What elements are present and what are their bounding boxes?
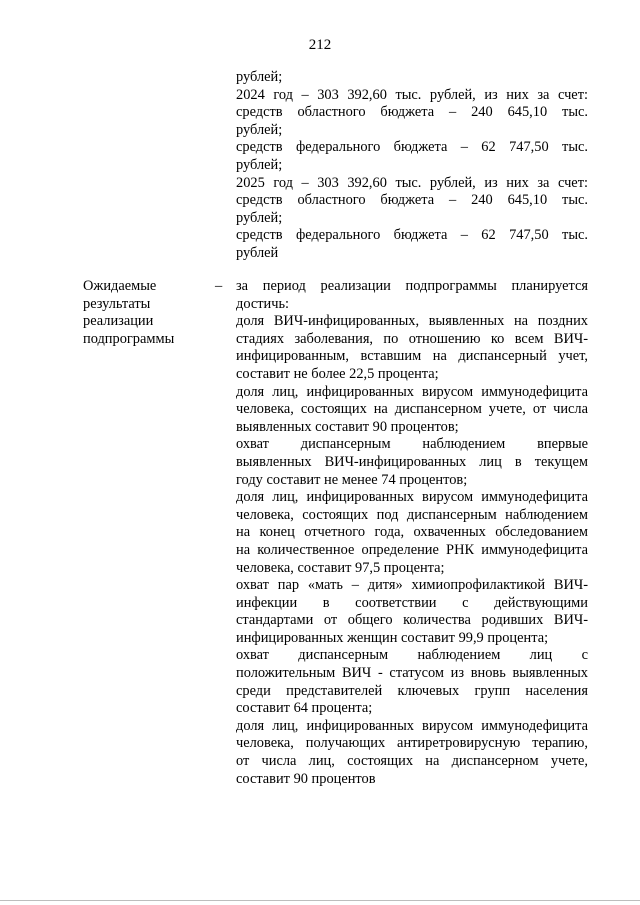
text-line: средств федерального бюджета – 62 747,50 тыс.: [236, 139, 588, 156]
label-dash: –: [215, 278, 223, 294]
text-line: от числа лиц, состоящих на диспансерном учете,: [236, 753, 588, 770]
page-bottom-rule: [0, 900, 640, 901]
text-line: за период реализации подпрограммы планируется: [236, 278, 588, 294]
text-line: доля ВИЧ-инфицированных, выявленных на поздних: [236, 313, 588, 330]
text-line: инфицированным, вставшим на диспансерный учет,: [236, 348, 588, 365]
text-line: человека, состоящих под диспансерным наблюдением: [236, 506, 588, 523]
text-line: составит 64 процента;: [236, 700, 373, 717]
text-line: рублей;: [236, 209, 283, 226]
label-line: подпрограммы: [83, 330, 175, 347]
text-line: на конец отчетного года, охваченных обследованием: [236, 524, 588, 541]
text-line: на количественное определение РНК иммунодефицита: [236, 541, 588, 558]
text-line: положительным ВИЧ - статусом из вновь выявленных: [236, 665, 588, 682]
text-line: человека, получающих антиретровирусную терапию,: [236, 735, 588, 752]
text-line: доля лиц, инфицированных вирусом иммунодефицита: [236, 383, 588, 400]
text-line: составит не более 22,5 процента;: [236, 365, 439, 382]
text-line: человека, состоящих на диспансерном учете, от числа: [236, 401, 588, 418]
text-line: доля лиц, инфицированных вирусом иммунодефицита: [236, 717, 588, 734]
text-line: человека, составит 97,5 процента;: [236, 559, 445, 576]
text-line: году составит не менее 74 процентов;: [236, 471, 468, 488]
text-line: охват диспансерным наблюдением лиц с: [236, 647, 588, 664]
text-line: стадиях заболевания, по отношению ко всем ВИЧ-: [236, 330, 588, 347]
text-line: 2025 год – 303 392,60 тыс. рублей, из них за счет:: [236, 174, 588, 191]
text-line: инфицированных женщин составит 99,9 процента;: [236, 629, 549, 646]
text-line: 2024 год – 303 392,60 тыс. рублей, из них за счет:: [236, 86, 588, 103]
label-line: Ожидаемые: [83, 278, 157, 294]
text-line: инфекции в соответствии с действующими: [236, 594, 588, 611]
text-line: среди представителей ключевых групп населения: [236, 682, 588, 699]
text-line: выявленных ВИЧ-инфицированных лиц в текущем: [236, 453, 588, 470]
text-line: рублей: [236, 244, 279, 261]
text-line: средств федерального бюджета – 62 747,50 тыс.: [236, 227, 588, 244]
text-line: средств областного бюджета – 240 645,10 тыс.: [236, 192, 588, 209]
funding-continuation-block: [236, 69, 588, 263]
text-line: охват диспансерным наблюдением впервые: [236, 436, 588, 453]
text-line: рублей;: [236, 69, 283, 85]
text-line: стандартами от общего количества родивших ВИЧ-: [236, 612, 588, 629]
text-line: рублей;: [236, 156, 283, 173]
text-line: достичь:: [236, 295, 290, 312]
text-line: составит 90 процентов: [236, 770, 376, 787]
text-line: средств областного бюджета – 240 645,10 тыс.: [236, 104, 588, 121]
label-line: реализации: [83, 313, 154, 330]
text-line: рублей;: [236, 121, 283, 138]
text-line: охват пар «мать – дитя» химиопрофилактикой ВИЧ-: [236, 577, 588, 594]
page-number: 212: [308, 37, 332, 53]
expected-results-block: [236, 278, 588, 788]
text-line: выявленных составит 90 процентов;: [236, 418, 459, 435]
label-line: результаты: [83, 295, 151, 312]
results-row-label: [83, 278, 203, 348]
text-line: доля лиц, инфицированных вирусом иммунодефицита: [236, 489, 588, 506]
